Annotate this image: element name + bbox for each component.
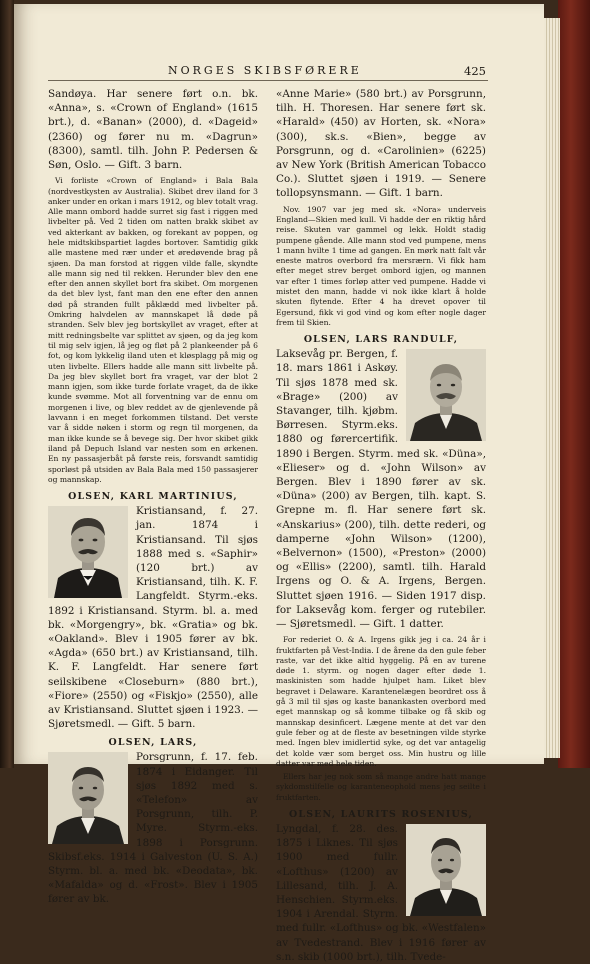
entry-anecdote-lars-randulf: For rederiet O. & A. Irgens gikk jeg i ca. 24 år i fruktfarten på Vest-India. I de årene da den gule feber raste, var det ikke altid hyggelig. På en av turene døde 1. styrm. og nogen dager efter døde 1. maskinisten som hadde hjulpet ham. Liket blev begravet i Delaware. Karantenelægen beordret oss å gå 3 mil til sjøs og kaste banankasten overbord med eget mannskap og så komme tilbake og få skib og mannskap desinficert. Lægene mente at det var den gule feber og at de fleste av besetningen vilde styrke med. Ingen blev imidlertid syke, og det var antagelig det kolde vær som berget oss. Min hustru og lille datter var med hele tiden. (276, 635, 486, 768)
entry-anecdote-text: Vi forliste «Crown of England» i Bala Bala (nordvestkysten av Australia). Skibet drev iland for 3 anker under en orkan i mars 1912, og blev totalt vrag. Alle mann ombord hadde surret sig fast i riggen med livbelter på. Ved 2 tiden om natten brakk skibet av ved akterkant av bakken, og forekant av poppen, og hele midtskibspartiet lagdes bortover. Samtidig gikk alle mastene med rær under et øredøvende brag på sjøen. Da man forstod at riggen vilde falle, skyndte alle mann sig ned til rekken. Herunder blev den ene efter den annen skyllet bort fra skibet. Om morgenen da det blev lyst, fant man den ene efter den annen død på stranden fullt påklædd med livbelter på. Omkring halvdelen av mannskapet lå døde på stranden. Selv blev jeg bortskyllet av vraget, efter at mitt redningsbelte var splittet av sjøen, og da jeg kom til mig selv igjen, lå jeg og fløt på 2 plankeender på 6 fot, og kom lykkelig iland uten et kløsplagg på mig og uten livbelte. Ellers hadde alle mann sitt livbelte på. Da jeg blev skyllet bort fra vraget, var der blot 2 mann igjen, som ikke turde forlate vraget, da de ikke kunde svømme. Mot all forventning var de ennu om morgenen i live, og blev reddet av de gjenlevende på lavvann i en meget forkommen tilstand. Det verste var å sidde nøken i storm og regn til morgenen, da man ikke kunde se å bevege sig. Der hvor skibet gikk iland på Depuch Island var nesten som en ørkenen. En ny passasjerbåt på første reis, forsvandt samtidig sporløst på utsiden av Bala Bala med 150 passasjerer og mannskap. (48, 176, 258, 484)
running-title: NORGES SKIBSFØRERE (168, 64, 362, 77)
portrait-photo-lars (48, 752, 128, 844)
entry-text-karl-martinius: Kristiansand, f. 27. jan. 1874 i Kristiansand. Til sjøs 1888 med s. «Saphir» (120 brt.) av Kristiansand, tilh. K. F. Langfeldt. Styrm.-eks. 1892 i Kristiansand. Styrm. bl. a. med bk. «Morgengry», bk. «Gratia» og bk. «Oakland». Blev i 1905 fører av bk. «Agda» (650 brt.) av Kristiansand, tilh. K. F. Langfeldt. Har senere ført seilskibene «Closeburn» (880 brt.), «Fiore» (2550) og «Fiskjo» (2550), alle av Kristiansand. Sluttet sjøen i 1923. — Sjøretsmedl. — Gift. 5 barn. (48, 505, 258, 731)
entry-name-karl-martinius: OLSEN, KARL MARTINIUS, (68, 491, 238, 503)
entry-name-lars-randulf: OLSEN, LARS RANDULF, (303, 334, 459, 346)
entry-continuation-text: Sandøya. Har senere ført o.n. bk. «Anna», s. «Crown of England» (1615 brt.), d. «Banan» (2000), d. «Dageid» (2360) og fører nu m. «Dagrun» (8300), samtl. tilh. John P. Pedersen & Søn, Oslo. — Gift. 3 barn. (48, 88, 258, 172)
portrait-photo-lars-randulf (406, 349, 486, 441)
entry-anecdote-lars-randulf-2: Ellers har jeg nok som så mange andre hatt mange sykdomstilfelle og karanteneophold mens jeg seilte i fruktfarten. (276, 772, 486, 802)
entry-name-laurits-rosenius: OLSEN, LAURITS ROSENIUS, (289, 809, 473, 820)
running-header (48, 64, 486, 80)
portrait-photo-karl-martinius (48, 506, 128, 598)
page-number: 425 (464, 64, 486, 78)
entry-text-laurits-rosenius: Lyngdal, f. 28. des. 1875 i Liknes. Til sjøs 1900 med fullr. «Lofthus» (1200) av Lillesand, tilh. J. A. Henschien. Styrm.eks. 1904 i Arendal. Styrm. med fullr. «Lofthus» og bk. «Westfalen» av Tvedestrand. Blev i 1916 fører av s.n. skib (1000 brt.), tilh. Tvede- (276, 823, 486, 963)
entry-text-lars-randulf: Laksevåg pr. Bergen, f. 18. mars 1861 i Askøy. Til sjøs 1878 med sk. «Brage» (200) av Stavanger, tilh. kjøbm. Børresen. Styrm.eks. 1880 og førercertifik. 1890 i Bergen. Styrm. med sk. «Düna», «Elieser» og d. «John Wilson» av Bergen. Blev i 1890 fører av sk. «Düna» (200) av Bergen, tilh. kapt. S. Grepne m. fl. Har senere ført sk. «Anskarius» (200), tilh. dette rederi, og damperne «John Wilson» (1200), «Belvernon» (1500), «Preston» (2000) og «Ellis» (2200), samtl. tilh. Harald Irgens og O. & A. Irgens, Bergen. Sluttet sjøen 1916. — Siden 1917 disp. for Laksevåg kom. ferger og rutebiler. — Sjøretsmedl. — Gift. 1 datter. (276, 348, 486, 631)
book-page (14, 4, 544, 963)
book-spine (0, 0, 14, 768)
entry-text-lars: Porsgrunn, f. 17. feb. 1874 i Eidanger. Til sjøs 1892 med s. «Telefon» av Porsgrunn, tilh. P. Myre. Styrm.-eks. 1898 i Porsgrunn. Skibsf.eks. 1914 i Galveston (U. S. A.) Styrm. bl. a. med bk. «Deodata», bk. «Mafalda» og d. «Frost». Blev i 1905 fører av bk. (48, 751, 258, 906)
right-column (276, 87, 486, 964)
entry-continuation-text-right: «Anne Marie» (580 brt.) av Porsgrunn, tilh. H. Thoresen. Har senere ført sk. «Harald» (450) av Horten, sk. «Nora» (300), sk.s. «Bien», begge av Porsgrunn, og d. «Carolinien» (6225) av New York (British American Tobacco Co.). Sluttet sjøen i 1919. — Senere tollopsynsmann. — Gift. 1 barn. (276, 88, 486, 200)
portrait-photo-laurits-rosenius (406, 824, 486, 916)
header-rule (48, 80, 488, 81)
entry-name-lars: OLSEN, LARS, (108, 737, 198, 749)
entry-anecdote-text-right: Nov. 1907 var jeg med sk. «Nora» underveis England—Skien med kull. Vi hadde der en riktig hård reise. Skuten var gammel og lekk. Holdt stadig pumpene gående. Alle mann stod ved pumpene, mens 1 mann hvilte 1 time ad gangen. En mørk natt falt vår eneste matros overbord fra mersrærn. Vi fikk ham efter meget strev berget ombord igjen, og mannen var efter 1 times forløp atter ved pumpene. Hadde vi mistet den mann, hadde vi nok ikke klart å holde skuten flytende. Efter 4 ha drevet opover til Egersund, fikk vi god vind og kom efter nogle dager frem til Skien. (276, 204, 486, 327)
book-cover-edge (558, 0, 590, 768)
left-column (48, 87, 258, 907)
